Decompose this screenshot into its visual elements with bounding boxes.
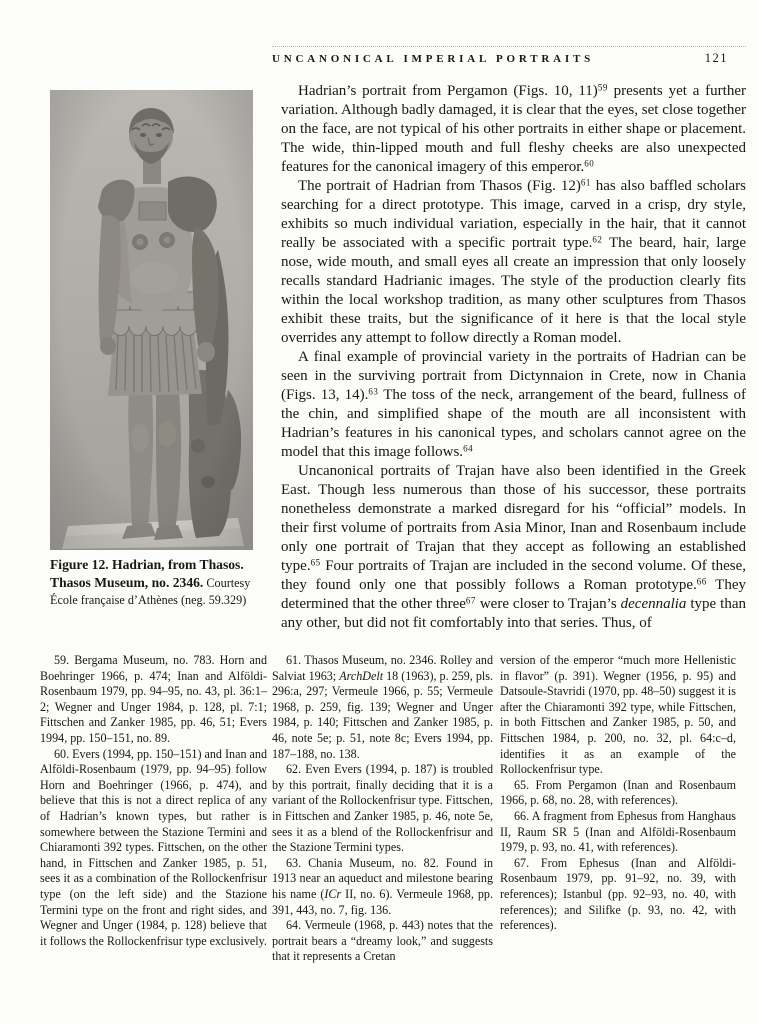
footnote bbox=[272, 653, 493, 762]
page-number: 121 bbox=[704, 51, 728, 65]
text-segment: 59. Bergama Museum, no. 783. Horn and Boehringer 1966, p. 474; Inan and Alföldi-Rosenbaum 1979, pp. 94–95, no. 43, pl. 36:1–2; Wegner and Unger 1984, p. 128, pl. 7:1; Fittschen and Zanker 1985, pp. 46, 51; Evers 1994, pp. 150–151, no. 89. bbox=[40, 653, 267, 745]
footnote bbox=[40, 653, 267, 747]
text-segment: presents yet a further variation. Although badly damaged, it is clear that the eyes, set close together on the face, are not typical of his other portraits in either shape or placement. The wide, thin-lipped mouth and full fleshy cheeks are also unexpected features for the canonical imagery of this emperor. bbox=[281, 83, 746, 175]
footnote-marker: 61 bbox=[580, 177, 591, 188]
footnote bbox=[40, 747, 267, 950]
body-paragraph bbox=[281, 462, 746, 633]
footnote-col-1 bbox=[40, 653, 267, 949]
footnote bbox=[272, 762, 493, 856]
figure-caption bbox=[50, 556, 272, 609]
footnote-marker: 63 bbox=[368, 386, 379, 397]
text-segment: The beard, hair, large nose, wide mouth, and small eyes all create an impression that only loosely recalls standard Hadrianic images. The style of the production clearly fits within the local workshop tradition, as many other sculptures from Thasos exhibit these traits, but the significance of it here is that the local style overrides any attempt to follow directly a Roman model. bbox=[281, 235, 746, 346]
text-segment: 62. Even Evers (1994, p. 187) is troubled by this portrait, finally deciding that it is a variant of the Rollockenfrisur type. Fittschen, in Fittschen and Zanker 1985, p. 46, note 5e, sees it as a blend of the Rollockenfrisur and the Stazione Termini types. bbox=[272, 762, 493, 855]
text-segment: II, no. 6). Vermeule 1968, pp. 391, 443, no. 7, fig. 136. bbox=[272, 886, 493, 917]
footnote-col-3 bbox=[500, 653, 736, 934]
header-rule bbox=[272, 46, 746, 47]
text-segment: has also baffled scholars searching for a direct prototype. This image, carved in a crisp, dry style, exhibits so much individual variation, especially in the hair, that it cannot really be associated with a specific portrait type. bbox=[281, 178, 746, 251]
figure-photo bbox=[50, 90, 253, 550]
text-segment: Four portraits of Trajan are included in the second volume. Of these, they found only one that possibly follows a Roman prototype. bbox=[281, 558, 746, 593]
text-segment: 18 (1963), p. 259, pls. 296:a, 297; Vermeule 1966, p. 55; Vermeule 1968, p. 259, fig. 139; Wegner and Unger 1984, p. 140; Fittschen and Zanker 1985, p. 46, note 5e; p. 51, note 8c; Evers 1994, pp. 187–188, no. 138. bbox=[272, 668, 493, 761]
text-segment: The portrait of Hadrian from Thasos (Fig. 12) bbox=[298, 178, 581, 194]
footnote-marker: 67 bbox=[465, 595, 476, 606]
text-segment: A final example of provincial variety in the portraits of Hadrian can be seen in the surviving portrait from Dictynnaion in Crete, now in Chania (Figs. 13, 14). bbox=[281, 349, 746, 403]
figure-caption-courtesy: Courtesy École française d’Athènes (neg. 59.329) bbox=[50, 576, 251, 607]
hadrian-statue-photo bbox=[50, 90, 253, 550]
footnote-col-2 bbox=[272, 653, 493, 965]
text-segment: 67. From Ephesus (Inan and Alföldi-Rosenbaum 1979, pp. 91–92, no. 39, with references); Istanbul (pp. 92–93, no. 40, with references); and Silifke (p. 93, no. 42, with references). bbox=[500, 855, 736, 933]
body-paragraphs bbox=[281, 82, 746, 633]
footnote bbox=[272, 856, 493, 918]
footnote-marker: 66 bbox=[696, 576, 707, 587]
footnote-marker: 59 bbox=[597, 82, 608, 93]
footnote bbox=[500, 856, 736, 934]
running-head bbox=[272, 51, 728, 66]
text-segment: version of the emperor “much more Hellenistic in flavor” (p. 391). Wegner (1956, p. 95) and Datsoule-Stavridi (1970, pp. 48–50) suggest it is after the Chiaramonti 392 type, while Fittschen, in both Fittschen and Zanker 1985, p. 50, and Fittschen 1984, p. 200, no. 32, pl. 64:c–d, identifies it as an example of the Rollockenfrisur type. bbox=[500, 653, 736, 777]
text-segment: ICr bbox=[324, 886, 342, 901]
text-segment: 61. Thasos Museum, no. 2346. Rolley and Salviat 1963; bbox=[272, 653, 493, 683]
text-segment: They determined that the other three bbox=[281, 577, 746, 612]
text-segment: 64. Vermeule (1968, p. 443) notes that the portrait bears a “dreamy look,” and suggests that it represents a Cretan bbox=[272, 918, 493, 964]
text-segment: 66. A fragment from Ephesus from Hanghaus II, Raum SR 5 (Inan and Alföldi-Rosenbaum 1979, p. 93, no. 41, with references). bbox=[500, 808, 736, 855]
figure-caption-title: Figure 12. Hadrian, from Thasos. Thasos Museum, no. 2346. bbox=[50, 557, 244, 590]
body-paragraph bbox=[281, 177, 746, 348]
footnote-marker: 60 bbox=[584, 158, 595, 169]
footnote bbox=[500, 653, 736, 778]
text-segment: type than any other, but did not fit comfortably into that series. Thus, of bbox=[281, 596, 746, 631]
text-segment: The toss of the neck, arrangement of the beard, fullness of the chin, and simplified shape of the mouth are all inconsistent with Hadrian’s features in his canonical types, and scholars cannot agree on the model that this image follows. bbox=[281, 387, 746, 460]
footnote-marker: 64 bbox=[463, 443, 474, 454]
text-segment: 60. Evers (1994, pp. 150–151) and Inan and Alföldi-Rosenbaum (1979, pp. 94–95) follow Horn and Boehringer (1966, p. 474), and believe that this is not a direct replica of any of Hadrian’s known types, but rather is somewhere between the Stazione Termini and Chiaramonti 392 types. Fittschen, on the other hand, in Fittschen and Zanker 1985, p. 51, sees it as a combination of the Rollockenfrisur type (on the left side) and the Stazione Termini type on the front and right sides, and Wegner and Unger (1984, p. 128) believe that it follows the Rollockenfrisur type exclusively. bbox=[40, 746, 267, 948]
text-segment: Hadrian’s portrait from Pergamon (Figs. 10, 11) bbox=[298, 83, 598, 99]
footnote-marker: 65 bbox=[310, 557, 321, 568]
footnote bbox=[500, 809, 736, 856]
footnote bbox=[272, 918, 493, 965]
text-segment: Uncanonical portraits of Trajan have also been identified in the Greek East. Though less numerous than those of his successor, these portraits nonetheless demonstrate a marked disregard for his “official” models. In their first volume of portraits from Asia Minor, Inan and Rosenbaum include only one portrait of Trajan that they accept as following an established type. bbox=[281, 463, 746, 574]
running-head-title: UNCANONICAL IMPERIAL PORTRAITS bbox=[272, 53, 595, 65]
text-segment: were closer to Trajan’s bbox=[475, 596, 621, 612]
text-segment: ArchDelt bbox=[339, 668, 384, 683]
text-segment: decennalia bbox=[620, 596, 687, 612]
text-segment: 63. Chania Museum, no. 82. Found in 1913 near an aqueduct and milestone bearing his name ( bbox=[272, 855, 493, 901]
body-paragraph bbox=[281, 348, 746, 462]
body-paragraph bbox=[281, 82, 746, 177]
footnote bbox=[500, 778, 736, 809]
footnote-marker: 62 bbox=[592, 234, 603, 245]
text-segment: 65. From Pergamon (Inan and Rosenbaum 1966, p. 68, no. 28, with references). bbox=[500, 777, 736, 808]
